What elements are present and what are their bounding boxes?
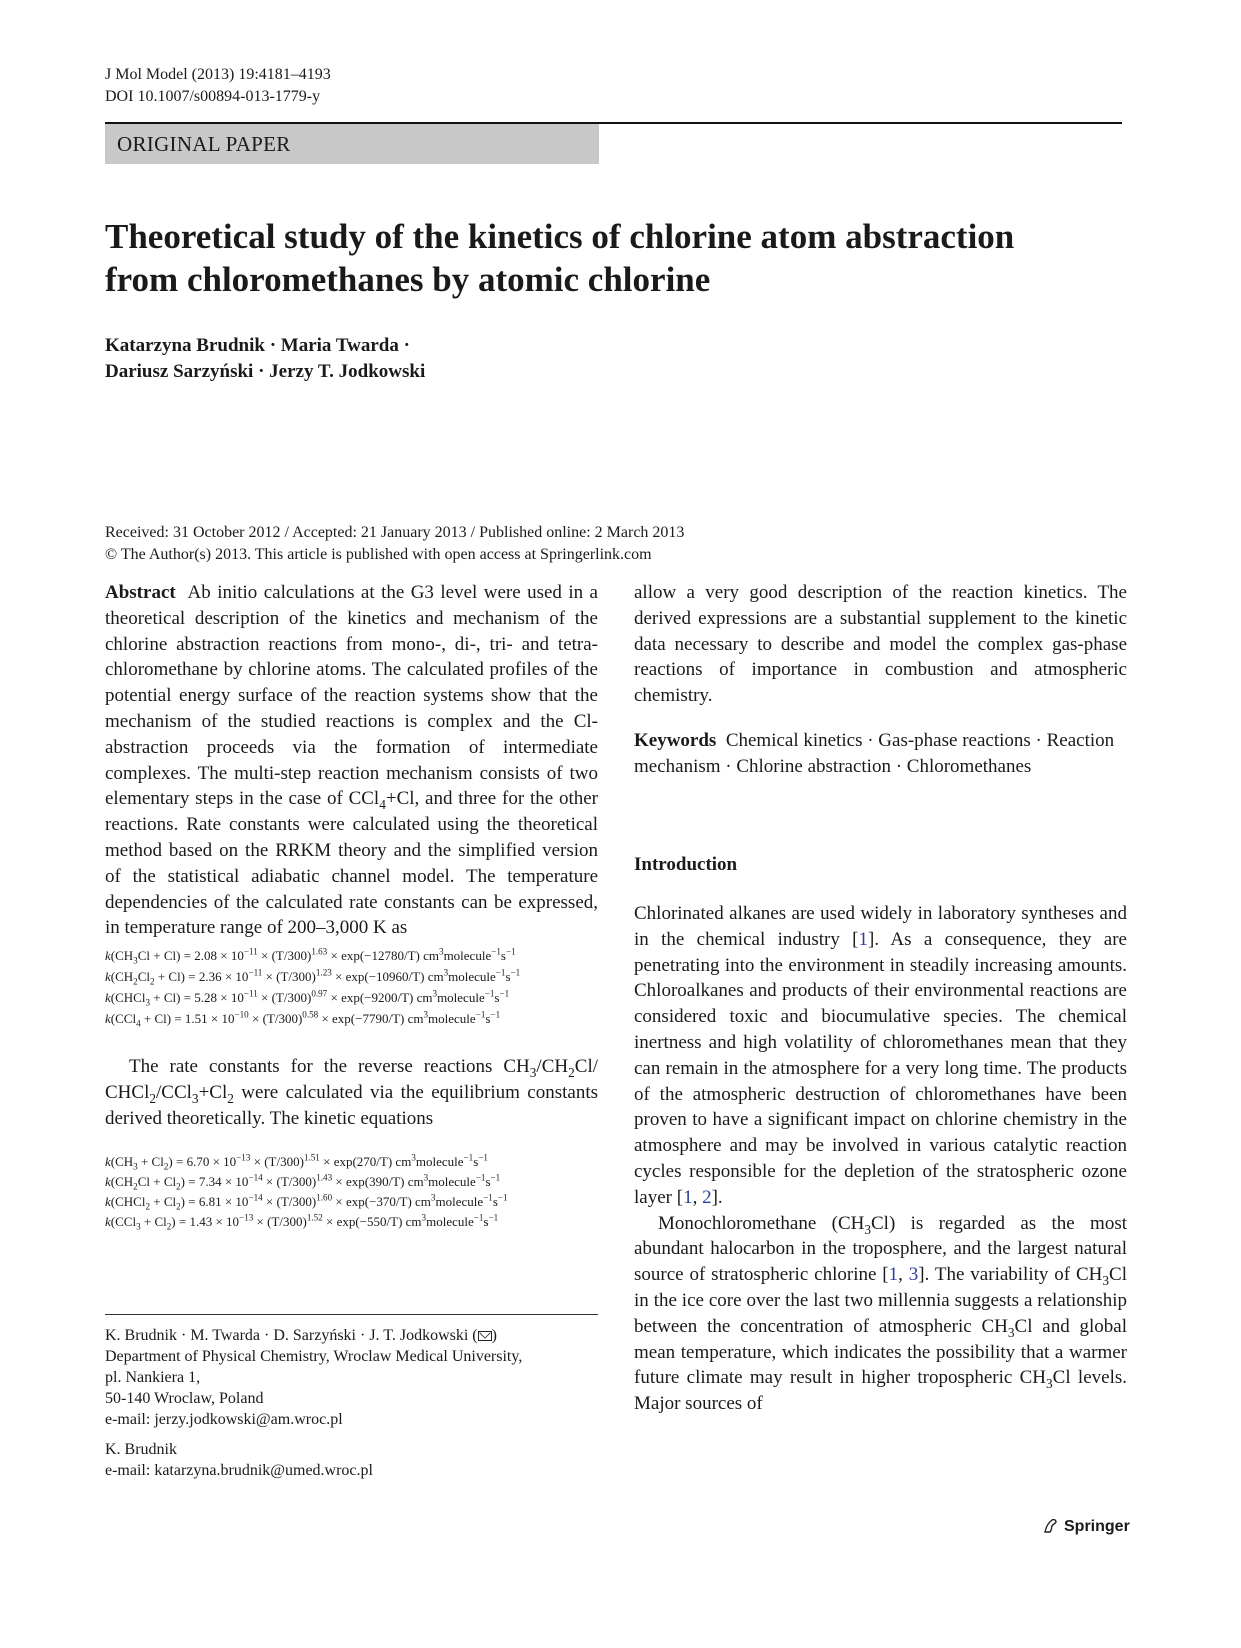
affiliation-email-1[interactable]: e-mail: jerzy.jodkowski@am.wroc.pl bbox=[105, 1411, 343, 1428]
intro-p2-text-f: Cl and global mean temperature, which indicates the possibility that a warmer future climate may result in higher tropospheric CH bbox=[634, 1315, 1127, 1389]
rate-equation-forward: $k(CCl_4 + Cl) = 1.51 \times 10^{-10} \times (T/300)^{0.58} \times \exp(-7790/T)$ $cm^3molecule^{-1}s^{-1}$ bbox=[105, 1009, 501, 1029]
keywords-block bbox=[634, 728, 1127, 780]
subscript: 3 bbox=[864, 1221, 871, 1237]
rate-equation-reverse: $k(CH_2Cl + Cl_2) = 7.34 \times 10^{-14} \times (T/300)^{1.43} \times \exp(390/T)$ $cm^3molecule^{-1}s^{-1}$ bbox=[105, 1172, 501, 1192]
abstract-continuation bbox=[634, 580, 1127, 709]
reverse-equations bbox=[105, 1152, 508, 1232]
forward-equations bbox=[105, 945, 520, 1029]
rate-equation-forward: $k(CH_3Cl + Cl) = 2.08 \times 10^{-11} \times (T/300)^{1.63} \times \exp(-12780/T)$ $cm^3molecule^{-1}s^{-1}$ bbox=[105, 946, 516, 966]
rate-equation-reverse: $k(CCl_3 + Cl_2) = 1.43 \times 10^{-13} \times (T/300)^{1.52} \times \exp(-550/T)$ $cm^3molecule^{-1}s^{-1}$ bbox=[105, 1212, 499, 1232]
title-line-2: from chloromethanes by atomic chlorine bbox=[105, 260, 711, 299]
introduction-heading: Introduction bbox=[634, 854, 738, 875]
article-type-badge: ORIGINAL PAPER bbox=[105, 124, 599, 164]
intro-p2-text-c: , bbox=[898, 1264, 909, 1286]
envelope-icon bbox=[478, 1331, 492, 1341]
abstract-text-2: +Cl, and three for the other reactions. Rate constants were calculated using the theoretical method based on the RRKM theory and the simplified version of the statistical adiabatic channel model. The temperature dependencies of the calculated rate constants can be expressed, in temperature range of 200–3,000 K as bbox=[105, 788, 598, 939]
abstract-column bbox=[105, 580, 598, 941]
intro-p1-text-c: , bbox=[692, 1186, 703, 1208]
subscript: 3 bbox=[1007, 1324, 1015, 1340]
abstract-continuation-text: allow a very good description of the reaction kinetics. The derived expressions are a substantial supplement to the kinetic data necessary to describe and model the complex gas-phase reactions of importance in combustion and atmospheric chemistry. bbox=[634, 582, 1127, 707]
keywords-text: Chemical kinetics · Gas-phase reactions · Reaction mechanism · Chlorine abstraction · Chloromethanes bbox=[634, 730, 1115, 777]
subscript: 3 bbox=[1046, 1376, 1053, 1392]
affiliation-dept: Department of Physical Chemistry, Wroclaw Medical University, bbox=[105, 1348, 523, 1365]
intro-p2-text-g: Cl levels. Major sources of bbox=[634, 1367, 1127, 1415]
intro-p2-text-d: ]. The variability of CH bbox=[918, 1264, 1103, 1286]
intro-p2-text-e: Cl in the ice core over the last two millennia suggests a relationship between the concentration of atmospheric CH bbox=[634, 1264, 1127, 1337]
subscript: 3 bbox=[1102, 1272, 1110, 1288]
doi: DOI 10.1007/s00894-013-1779-y bbox=[105, 88, 321, 105]
affiliation-authors-close: ) bbox=[491, 1327, 497, 1344]
subscript: 2 bbox=[149, 1090, 157, 1106]
affiliation-authors-text: K. Brudnik · M. Twarda · D. Sarzyński · J. T. Jodkowski ( bbox=[105, 1327, 478, 1344]
journal-citation: J Mol Model (2013) 19:4181–4193 bbox=[105, 66, 331, 83]
intro-paragraph-2 bbox=[634, 1211, 1127, 1417]
affiliation-name-2: K. Brudnik bbox=[105, 1441, 177, 1458]
intro-paragraph-1 bbox=[634, 901, 1127, 1211]
affiliation-authors bbox=[105, 1325, 598, 1346]
subscript: 3 bbox=[191, 1090, 199, 1106]
abstract-paragraph bbox=[105, 580, 598, 941]
reverse-intro-text: The rate constants for the reverse reactions $CH_3/CH_2Cl/$ $CHCl_2/CCl_3+Cl_2$ were calculated via the equilibrium constants derived theoretically. The kinetic equations bbox=[105, 1056, 598, 1129]
title-line-1: Theoretical study of the kinetics of chlorine atom abstraction bbox=[105, 217, 1015, 256]
reverse-intro-paragraph bbox=[105, 1054, 598, 1131]
keywords-label: Keywords bbox=[634, 730, 717, 751]
copyright-line: © The Author(s) 2013. This article is published with open access at Springerlink.com bbox=[105, 546, 652, 563]
subscript: 2 bbox=[227, 1090, 234, 1106]
abstract-label: Abstract bbox=[105, 582, 176, 603]
journal-header bbox=[105, 64, 331, 108]
received-accepted-line: Received: 31 October 2012 / Accepted: 21 January 2013 / Published online: 2 March 2013 bbox=[105, 524, 685, 541]
citation-link[interactable]: 1 bbox=[858, 928, 869, 950]
rate-equation-forward: $k(CH_2Cl_2 + Cl) = 2.36 \times 10^{-11} \times (T/300)^{1.23} \times \exp(-10960/T)$ $cm^3molecule^{-1}s^{-1}$ bbox=[105, 967, 521, 987]
citation-link[interactable]: 2 bbox=[702, 1186, 712, 1208]
rate-equation-reverse: $k(CH_3 + Cl_2) = 6.70 \times 10^{-13} \times (T/300)^{1.51} \times \exp(270/T)$ $cm^3molecule^{-1}s^{-1}$ bbox=[105, 1152, 488, 1172]
citation-link[interactable]: 3 bbox=[908, 1264, 919, 1286]
affiliation-city: 50-140 Wroclaw, Poland bbox=[105, 1390, 264, 1407]
intro-p2-text-a: Monochloromethane (CH bbox=[658, 1212, 865, 1234]
intro-p1-text-d: ]. bbox=[711, 1186, 723, 1208]
authors-line-1: Katarzyna Brudnik · Maria Twarda · bbox=[105, 335, 410, 356]
springer-horse-icon bbox=[1042, 1517, 1060, 1535]
intro-p1-text-b: ]. As a consequence, they are penetrating into the environment in steadily increasing amounts. Chloroalkanes and products of their environmental reactions are considered toxic and biocumulative species. The chemical inertness and high volatility of chloromethanes mean that they can remain in the atmosphere for a very long time. The products of the atmospheric destruction of chloromethanes have been proven to have a significant impact on chlorine chemistry in the atmosphere and may be involved in various catalytic reaction cycles responsible for the depletion of the stratospheric ozone layer [ bbox=[634, 928, 1127, 1208]
subscript: 2 bbox=[568, 1064, 575, 1080]
subscript: 3 bbox=[529, 1064, 537, 1080]
publication-dates bbox=[105, 522, 684, 566]
introduction-body bbox=[634, 901, 1127, 1417]
rate-equation-forward: k(CHCl$_3$ + $Cl) = 5.28 \times 10^{-11} \times (T/300)^{0.97} \times \exp(-9200/T)$ $cm^3molecule^{-1}s^{-1}$ bbox=[105, 988, 510, 1008]
abstract-text-1: Ab initio calculations at the G3 level were used in a theoretical description of the kinetics and mechanism of the chlorine abstraction reactions from mono-, di-, tri- and tetra-chloromethane by chlorine atoms. The calculated profiles of the potential energy surface of the reaction systems show that the mechanism of the studied reactions is complex and the Cl-abstraction proceeds via the formation of intermediate complexes. The multi-step reaction mechanism consists of two elementary steps in the case of CCl bbox=[105, 582, 598, 810]
citation-link[interactable]: 1 bbox=[683, 1186, 693, 1208]
author-list bbox=[105, 333, 425, 385]
rate-equation-reverse: k(CHCl$_2$ + $Cl_2) = 6.81 \times 10^{-14} \times (T/300)^{1.60} \times \exp(-370/T)$ $cm^3molecule^{-1}s^{-1}$ bbox=[105, 1192, 508, 1212]
affiliation-street: pl. Nankiera 1, bbox=[105, 1369, 201, 1386]
authors-line-2: Dariusz Sarzyński · Jerzy T. Jodkowski bbox=[105, 361, 426, 382]
citation-link[interactable]: 1 bbox=[888, 1264, 899, 1286]
paper-title bbox=[105, 215, 1105, 301]
intro-p1-text-a: Chlorinated alkanes are used widely in laboratory syntheses and in the chemical industry [ bbox=[634, 903, 1127, 950]
intro-p2-text-b: Cl) is regarded as the most abundant halocarbon in the troposphere, and the largest natural source of stratospheric chlorine [ bbox=[634, 1212, 1127, 1286]
publisher-name: Springer bbox=[1064, 1518, 1130, 1535]
affiliation-block bbox=[105, 1325, 598, 1481]
subscript: 4 bbox=[379, 797, 386, 813]
footnote-rule bbox=[105, 1314, 598, 1315]
affiliation-email-2[interactable]: e-mail: katarzyna.brudnik@umed.wroc.pl bbox=[105, 1462, 373, 1479]
publisher-logo bbox=[1042, 1517, 1130, 1536]
